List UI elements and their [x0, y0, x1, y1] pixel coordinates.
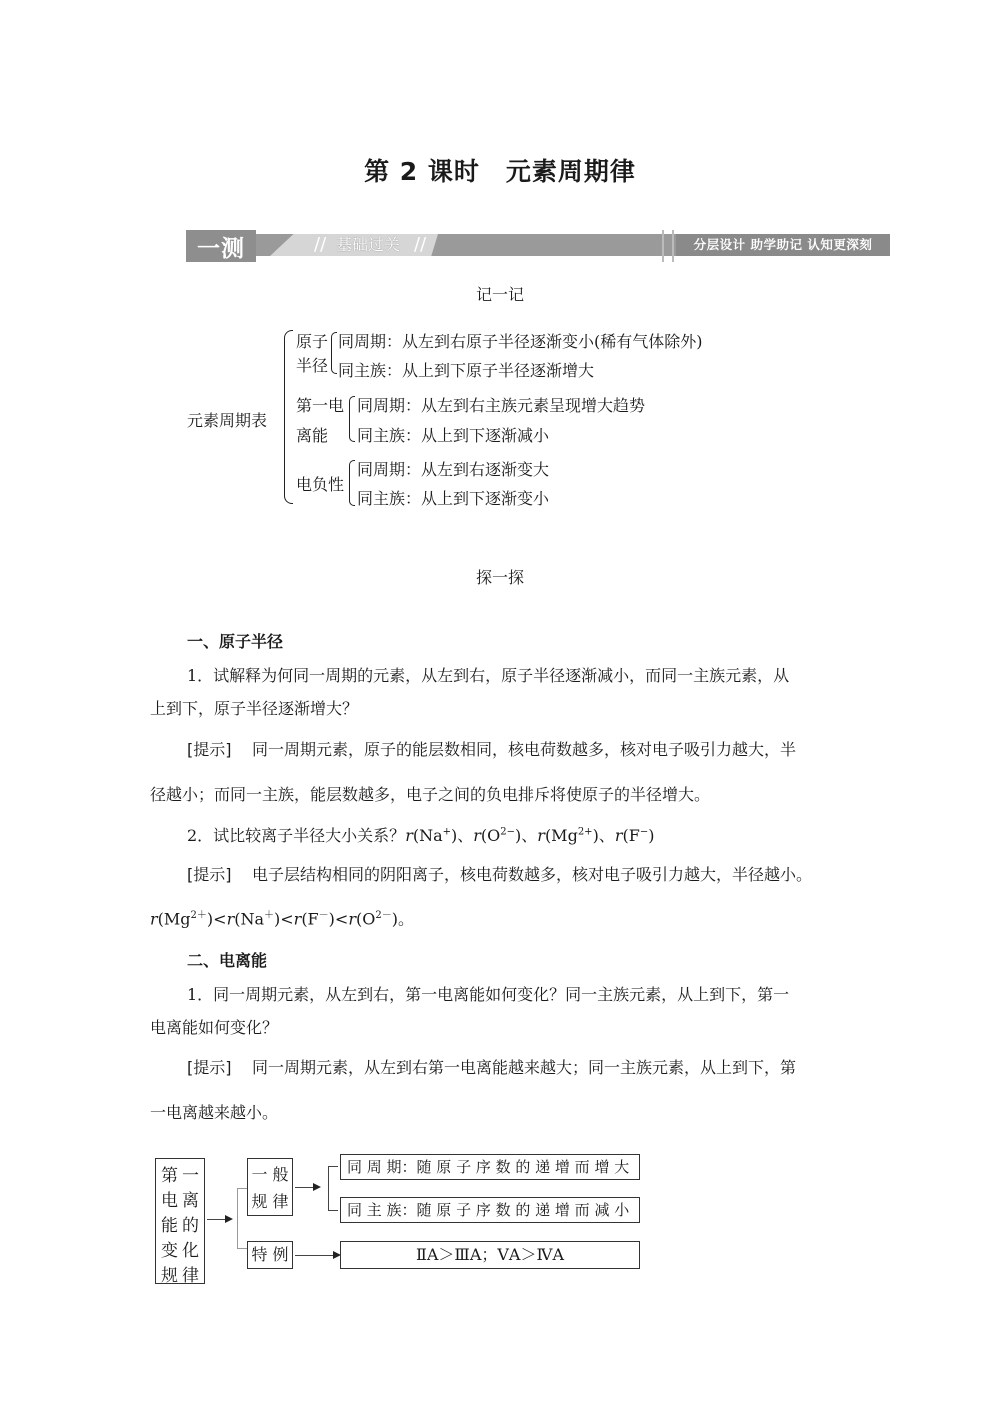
- page-title: 第 2 课时 元素周期律: [364, 157, 636, 186]
- connector-line: [328, 1210, 338, 1211]
- hint-text: 电子层结构相同的阴阳离子，核电荷数越多，核对电子吸引力越大，半径越小。: [252, 865, 813, 884]
- banner-slogan: 分层设计 助学助记 认知更深刻: [676, 234, 890, 256]
- connector-line: [237, 1188, 247, 1189]
- hint-label: [提示]: [187, 865, 232, 884]
- connector-line: [328, 1166, 329, 1210]
- tree-root: 元素周期表: [187, 411, 268, 430]
- group-label: 原子: [296, 332, 329, 351]
- hint-text: 径越小；而同一主族，能层数越多，电子之间的负电排斥将使原子的半径增大。: [150, 785, 711, 804]
- big-brace-icon: [284, 330, 293, 504]
- same-period-box: 同 周 期：随 原 子 序 数 的 递 增 而 增 大: [340, 1154, 640, 1180]
- exception-box: ⅡA＞ⅢA；ⅤA＞ⅣA: [340, 1241, 640, 1269]
- slash-decoration-icon: //: [314, 234, 327, 255]
- hint-text: 同一周期元素，原子的能层数相同，核电荷数越多，核对电子吸引力越大，半: [252, 740, 797, 759]
- arrow-right-icon: [225, 1215, 233, 1223]
- hint-label: [提示]: [187, 1058, 232, 1077]
- slash-decoration-icon: //: [414, 234, 427, 255]
- small-brace-icon: [349, 396, 355, 442]
- root-char: 的: [182, 1216, 199, 1236]
- connector-line: [295, 1187, 315, 1188]
- hint-text: 同一周期元素，从左到右第一电离能越来越大；同一主族元素，从上到下，第: [252, 1058, 797, 1077]
- summary-item: 同主族：从上到下原子半径逐渐增大: [338, 361, 595, 380]
- root-char: 一: [182, 1166, 199, 1186]
- summary-item: 同周期：从左到右原子半径逐渐变小(稀有气体除外): [338, 332, 703, 351]
- small-brace-icon: [331, 332, 337, 374]
- hint-text: 一电离越来越小。: [150, 1103, 279, 1122]
- connector-line: [295, 1255, 335, 1256]
- summary-item: 同主族：从上到下逐渐变小: [357, 489, 550, 508]
- connector-line: [328, 1166, 338, 1167]
- summary-heading: 记一记: [475, 285, 524, 304]
- root-char: 化: [182, 1241, 199, 1261]
- same-group-box: 同 主 族：随 原 子 序 数 的 递 增 而 减 小: [340, 1197, 640, 1223]
- divider-bars: [662, 230, 674, 262]
- diagram-root-box: [155, 1158, 205, 1284]
- question-text: [187, 823, 654, 846]
- root-char: 规: [161, 1266, 178, 1286]
- banner-tag: 一测: [186, 230, 256, 262]
- root-char: 律: [182, 1266, 199, 1286]
- question-text: 1．试解释为何同一周期的元素，从左到右，原子半径逐渐减小，而同一主族元素，从: [187, 666, 790, 685]
- question-text: 1．同一周期元素，从左到右，第一电离能如何变化？同一主族元素，从上到下，第一: [187, 985, 790, 1004]
- root-char: 电: [161, 1191, 178, 1211]
- general-rule-box: [247, 1158, 293, 1216]
- summary-item: 同周期：从左到右主族元素呈现增大趋势: [357, 396, 646, 415]
- arrow-right-icon: [313, 1183, 321, 1191]
- question-text: 上到下，原子半径逐渐增大？: [150, 699, 359, 718]
- connector-line: [237, 1248, 247, 1249]
- ion-radius-order: $r(Mg^{2+})<r(Na^+)<r(F^-)<r(O^{2-})$。: [150, 909, 414, 929]
- group-label: 半径: [296, 356, 329, 375]
- box-label: 规 律: [251, 1192, 289, 1211]
- connector-line: [207, 1219, 227, 1220]
- special-case-box: 特 例: [247, 1241, 293, 1269]
- section-title-atomic-radius: 一、原子半径: [187, 632, 284, 651]
- explore-heading: 探一探: [475, 568, 524, 587]
- banner-subtitle: 基础过关: [336, 235, 401, 254]
- question-prefix: 2．试比较离子半径大小关系？: [187, 826, 406, 845]
- group-label: 第一电: [296, 396, 345, 415]
- question-text: 电离能如何变化？: [150, 1018, 279, 1037]
- section-title-ionization-energy: 二、电离能: [187, 951, 268, 970]
- section-banner: [186, 230, 890, 262]
- hint-label: [提示]: [187, 740, 232, 759]
- ion-formula: r(Na+)、$r(O^{2-})$、$r(Mg^{2+})$、r(F−): [405, 826, 655, 845]
- group-label: 离能: [296, 426, 329, 445]
- root-char: 能: [161, 1216, 178, 1236]
- connector-line: [237, 1188, 238, 1248]
- root-char: 第: [161, 1166, 178, 1186]
- box-label: 一 般: [251, 1165, 289, 1184]
- small-brace-icon: [349, 460, 355, 506]
- root-char: 离: [182, 1191, 199, 1211]
- group-label: 电负性: [296, 475, 345, 494]
- root-char: 变: [161, 1241, 178, 1261]
- summary-item: 同主族：从上到下逐渐减小: [357, 426, 550, 445]
- summary-item: 同周期：从左到右逐渐变大: [357, 460, 550, 479]
